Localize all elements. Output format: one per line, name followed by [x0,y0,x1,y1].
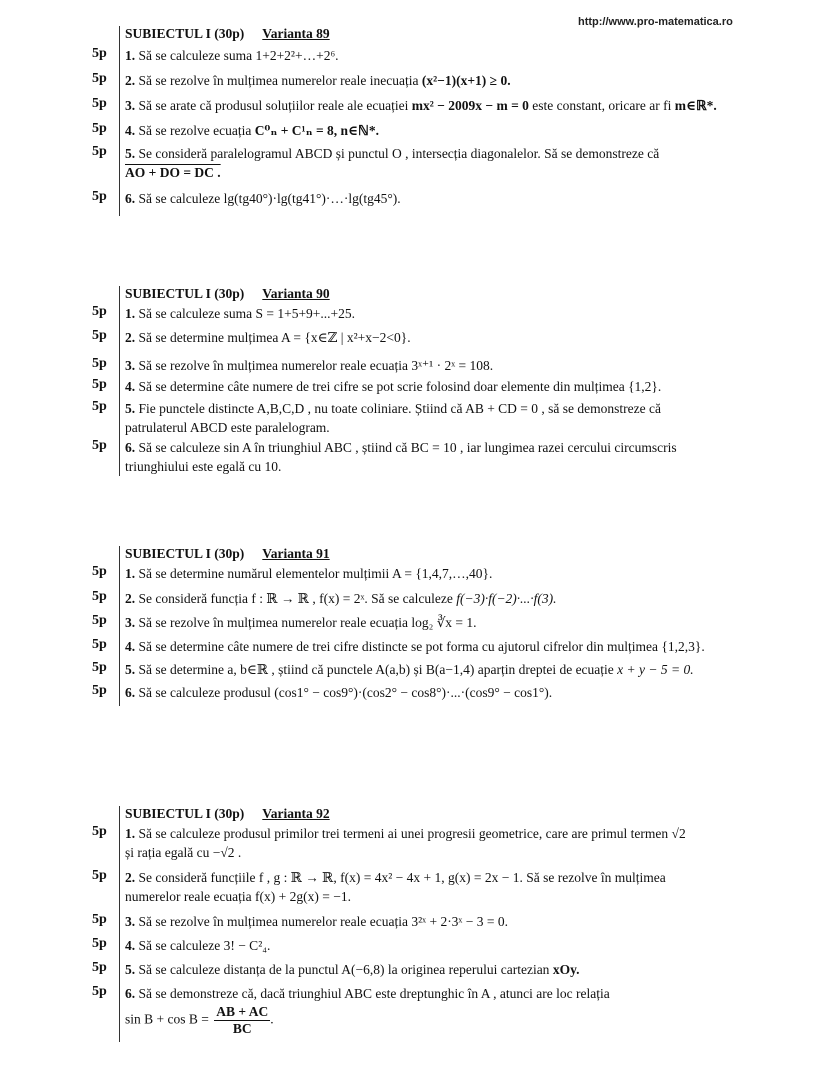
problem-math: 3ˣ⁺¹ · 2ˣ = 108. [411,358,494,373]
problem-number: 1. [125,826,136,841]
problem-number: 1. [125,48,136,63]
formula-prefix: sin B + cos B = [125,1011,209,1027]
problem-number: 5. [125,401,136,416]
problem-text: Să se calculeze sin A în triunghiul ABC , știind că BC = 10 , iar lungimea razei cercului circumscris [138,440,677,455]
problem-text-line2: patrulaterul ABCD este paralelogram. [125,420,330,435]
problem-text: Să se demonstreze că, dacă triunghiul ABC este dreptunghic în A , atunci are loc relația [138,986,610,1001]
variant-label: Varianta 89 [262,26,330,41]
problem-number: 3. [125,914,136,929]
points-label: 5p [92,71,107,86]
problem-number: 3. [125,615,136,630]
subject-title: SUBIECTUL I (30p) [125,286,245,301]
problem-math: 3²ˣ + 2·3ˣ − 3 = 0. [411,914,508,929]
source-url[interactable]: http://www.pro-matematica.ro [578,16,733,28]
points-label: 5p [92,189,107,204]
problem-text: Să se calculeze [138,191,221,206]
variant-label: Varianta 91 [262,546,330,561]
problem-text: Fie punctele distincte A,B,C,D , nu toate coliniare. Știind că AB + CD = 0 , să se demonstreze că [138,401,661,416]
problem-math: x + y − 5 = 0. [617,662,694,677]
divider-line [119,546,120,706]
points-label: 5p [92,564,107,579]
subject-title: SUBIECTUL I (30p) [125,546,245,561]
variant-label: Varianta 92 [262,806,330,821]
problem-number: 4. [125,379,136,394]
problem-text: Să se calculeze [138,938,221,953]
problem-text: Să se rezolve în mulțimea numerelor reale ecuația [138,914,408,929]
points-label: 5p [92,824,107,839]
points-label: 5p [92,660,107,675]
problem-text: Să se rezolve în mulțimea numerelor reale inecuația [138,73,419,88]
points-label: 5p [92,936,107,951]
problem-math: log₂ ∛x = 1. [411,615,477,630]
divider-line [119,806,120,1042]
problem-text: Să se calculeze produsul primilor trei termeni ai unei progresii geometrice, care are primul termen √2 [138,826,686,841]
divider-line [119,286,120,476]
points-label: 5p [92,683,107,698]
problem-number: 3. [125,358,136,373]
problem-number: 5. [125,662,136,677]
problem-number: 1. [125,566,136,581]
section-title [125,26,330,42]
points-label: 5p [92,589,107,604]
points-label: 5p [92,399,107,414]
problem-text: Să se calculeze suma [138,306,253,321]
problem-math: A = {x∈ℤ | x²+x−2<0}. [280,330,411,345]
problem-math: f(−3)·f(−2)·...·f(3). [456,591,557,606]
points-label: 5p [92,96,107,111]
problem-text: Să se determine a, b∈ℝ , știind că punctele A(a,b) și B(a−1,4) aparțin dreptei de ecuație [138,662,614,677]
problem-text-line2: și rația egală cu −√2 . [125,845,242,860]
problem-text: Să se determine numărul elementelor mulțimii [138,566,390,581]
variant-label: Varianta 90 [262,286,330,301]
problem-text: Să se rezolve ecuația [138,123,252,138]
problem-math: mx² − 2009x − m = 0 [411,98,529,113]
subject-title: SUBIECTUL I (30p) [125,806,245,821]
problem-math-2: m∈ℝ*. [674,98,717,113]
problem-text: Să se determine mulțimea [138,330,279,345]
problem-number: 2. [125,591,136,606]
fraction-numerator: AB + AC [216,1004,269,1019]
problem-number: 2. [125,330,136,345]
points-label: 5p [92,144,107,159]
problem-text: Se consideră paralelogramul ABCD și punctul O , intersecția diagonalelor. Să se demonstreze că [138,146,660,161]
problem-text-line2: numerelor reale ecuația f(x) + 2g(x) = −1. [125,889,351,904]
section-title [125,286,330,302]
problem-number: 4. [125,123,136,138]
problem-math: C⁰ₙ + C¹ₙ = 8, n∈ℕ*. [254,123,379,138]
problem-text: Se consideră funcția f : ℝ → ℝ , f(x) = 2ˣ. Să se calculeze [138,591,453,606]
problem-number: 1. [125,306,136,321]
problem-number: 5. [125,962,136,977]
problem-text: Să se calculeze produsul [138,685,271,700]
divider-line [119,26,120,216]
problem-text: Să se calculeze suma [138,48,253,63]
points-label: 5p [92,613,107,628]
problem-math: A = {1,4,7,…,40}. [391,566,493,581]
problem-text-2: este constant, oricare ar fi [532,98,672,113]
problem-number: 6. [125,986,136,1001]
problem-math: {1,2,3}. [661,639,705,654]
problem-math: (x²−1)(x+1) ≥ 0. [421,73,511,88]
problem-number: 6. [125,191,136,206]
points-label: 5p [92,377,107,392]
problem-number: 5. [125,146,136,161]
points-label: 5p [92,960,107,975]
problem-number: 4. [125,639,136,654]
problem-text-line2: AO + DO = DC . [125,165,221,180]
points-label: 5p [92,438,107,453]
points-label: 5p [92,328,107,343]
points-label: 5p [92,868,107,883]
problem-text-line2: triunghiului este egală cu 10. [125,459,282,474]
points-label: 5p [92,46,107,61]
problem-math: {1,2}. [628,379,662,394]
problem-math: (cos1° − cos9°)·(cos2° − cos8°)·...·(cos9° − cos1°). [274,685,553,700]
problem-math: S = 1+5+9+...+25. [255,306,356,321]
problem-number: 4. [125,938,136,953]
problem-text: Se consideră funcțiile f , g : ℝ → ℝ, f(x) = 4x² − 4x + 1, g(x) = 2x − 1. Să se rezolve în mulțimea [138,870,666,885]
problem-math: 1+2+2²+…+2⁶. [255,48,339,63]
points-label: 5p [92,121,107,136]
points-label: 5p [92,984,107,999]
problem-text: Să se rezolve în mulțimea numerelor reale ecuația [138,615,408,630]
points-label: 5p [92,637,107,652]
problem-text: Să se rezolve în mulțimea numerelor reale ecuația [138,358,408,373]
problem-number: 6. [125,685,136,700]
problem-text: Să se determine câte numere de trei cifre se pot scrie folosind doar elemente din mulțimea [138,379,625,394]
problem-text: Să se arate că produsul soluțiilor reale ale ecuației [138,98,409,113]
problem-math: 3! − C²₄. [223,938,271,953]
fraction-denominator: BC [232,1021,252,1036]
problem-number: 2. [125,870,136,885]
problem-text: Să se calculeze distanța de la punctul A(−6,8) la originea reperului cartezian [138,962,550,977]
section-title [125,546,330,562]
points-label: 5p [92,356,107,371]
problem-text: Să se determine câte numere de trei cifre distincte se pot forma cu ajutorul cifrelor din mulțimea [138,639,659,654]
problem-number: 6. [125,440,136,455]
points-label: 5p [92,912,107,927]
section-title [125,806,330,822]
fraction [214,1004,270,1037]
subject-title: SUBIECTUL I (30p) [125,26,245,41]
problem-number: 3. [125,98,136,113]
problem-math: xOy. [552,962,580,977]
problem-math: lg(tg40°)·lg(tg41°)·…·lg(tg45°). [223,191,401,206]
problem-number: 2. [125,73,136,88]
points-label: 5p [92,304,107,319]
